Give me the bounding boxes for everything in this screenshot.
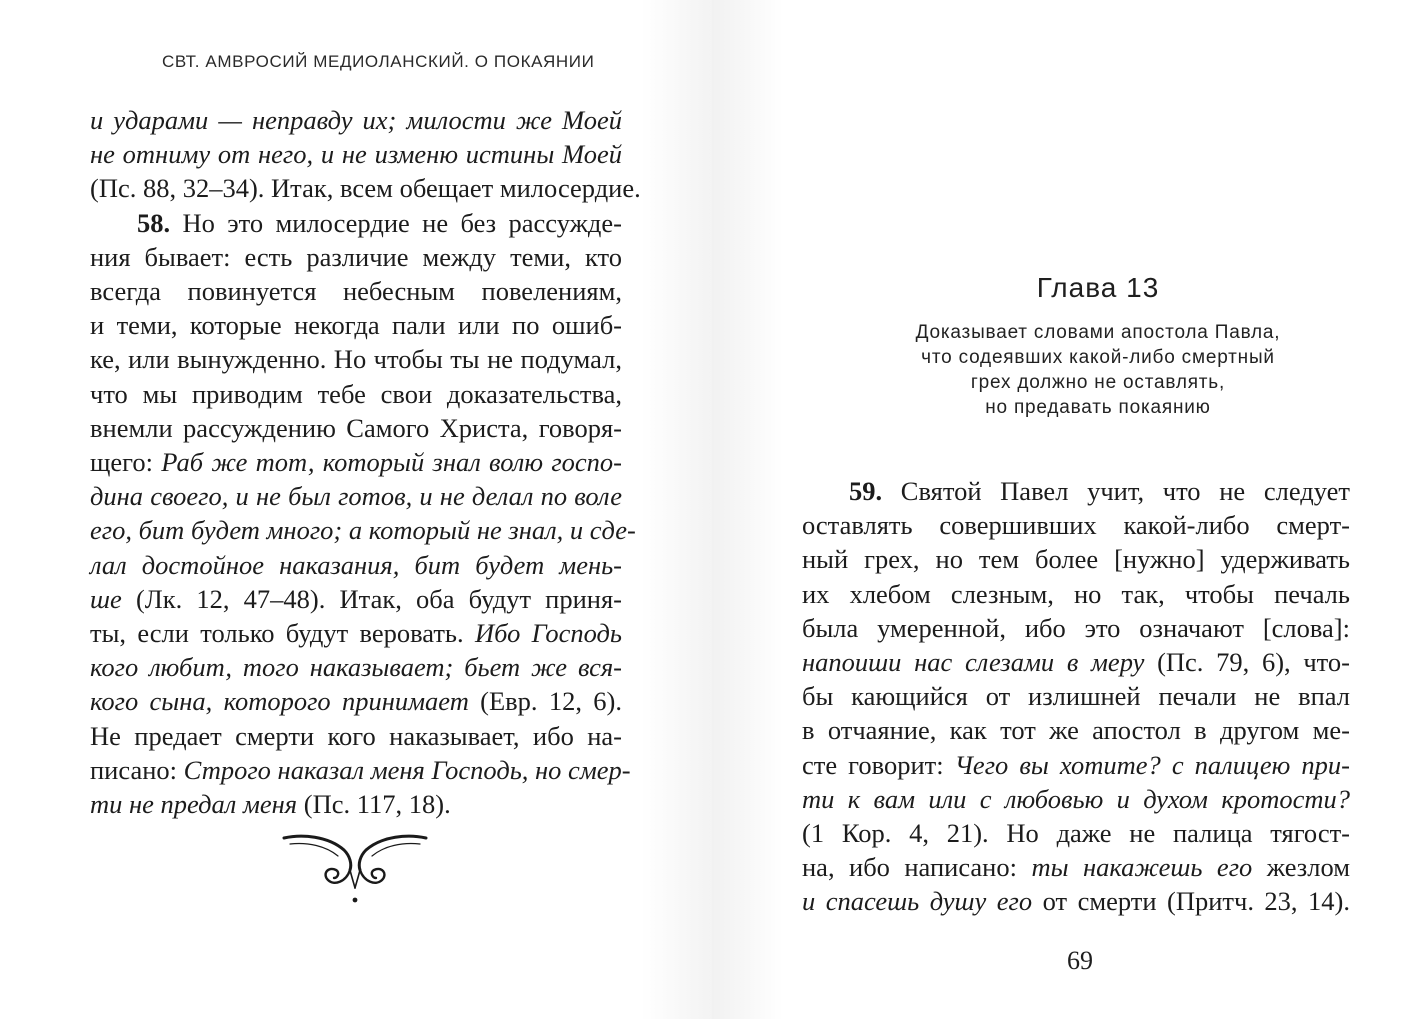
text-line	[802, 508, 1350, 542]
text-line	[90, 411, 622, 445]
text-line	[802, 816, 1350, 850]
body-text: Святой Павел учит, что не следует	[882, 476, 1350, 506]
text-line	[90, 787, 622, 821]
quotation-text: Раб же тот, который знал волю госпо-	[161, 447, 622, 478]
quotation-text: кого сына, которого принимает	[90, 686, 469, 717]
quotation-text: не отниму от него, и не изменю истины Моей	[90, 139, 622, 170]
text-line	[90, 616, 622, 650]
quotation-text: напоиши нас слезами в меру	[802, 647, 1145, 678]
chapter-subtitle-line: Доказывает словами апостола Павла,	[915, 322, 1281, 343]
text-line	[802, 645, 1350, 679]
text-line	[90, 240, 622, 274]
quotation-text: кого любит, того наказывает; бьет же вся-	[90, 652, 622, 683]
text-line	[90, 548, 622, 582]
text-line	[802, 782, 1350, 816]
body-text: (1 Кор. 4, 21). Но даже не палица тягост-	[802, 818, 1350, 849]
quotation-text: его, бит будет много; а который не знал, и сде-	[90, 515, 636, 546]
body-text: жезлом	[1252, 852, 1350, 883]
quotation-text: ти не предал меня	[90, 789, 298, 820]
quotation-text: лал достойное наказания, бит будет мень-	[90, 549, 622, 580]
paragraph-number: 58.	[137, 207, 171, 238]
body-text: была умеренной, ибо это означают [слова]:	[802, 612, 1350, 643]
body-text: оставлять совершивших какой-либо смерт-	[802, 510, 1350, 541]
chapter-title: Глава 13	[1036, 272, 1160, 303]
quotation-text: ти к вам или с любовью и духом кротости?	[802, 783, 1350, 814]
quotation-text: ше	[90, 583, 122, 614]
quotation-text: Чего вы хотите? с палицею при-	[954, 749, 1350, 780]
text-line	[90, 479, 622, 513]
left-page-body-text	[90, 103, 641, 821]
text-line	[90, 753, 631, 787]
body-text: бы кающийся от излишней печали не впал	[802, 681, 1350, 712]
body-text: щего:	[90, 447, 162, 478]
flourish-ornament-icon	[280, 828, 430, 908]
text-line	[90, 103, 622, 137]
body-text: сте говорит:	[802, 749, 955, 780]
text-line	[802, 679, 1350, 713]
body-text: их хлебом слезным, но так, чтобы печаль	[802, 578, 1350, 609]
body-text: внемли рассуждению Самого Христа, говоря-	[90, 412, 622, 443]
quotation-text: ты накажешь его	[1031, 852, 1253, 883]
text-line	[90, 206, 622, 240]
text-line	[90, 445, 622, 479]
text-line	[802, 884, 1350, 918]
text-line	[802, 713, 1350, 747]
right-page-body-text	[802, 474, 1350, 919]
chapter-subtitle	[712, 320, 1424, 420]
chapter-subtitle-line: что содеявших какой-либо смертный	[921, 347, 1275, 368]
quotation-text: Строго наказал меня Господь, но смер-	[183, 754, 631, 785]
body-text: в отчаяние, как тот же апостол в другом ме-	[802, 715, 1350, 746]
text-line	[90, 342, 622, 376]
text-line	[802, 748, 1350, 782]
text-line	[90, 513, 636, 547]
body-text: и теми, которые некогда пали или по ошиб-	[90, 310, 622, 341]
body-text: что мы приводим тебе свои доказательства,	[90, 378, 622, 409]
body-text: ный грех, но тем более [нужно] удерживать	[802, 544, 1350, 575]
body-text: (Пс. 117, 18).	[297, 789, 451, 820]
body-text: ты, если только будут веровать.	[90, 618, 475, 649]
body-text: (Евр. 12, 6).	[468, 686, 622, 717]
text-line	[90, 650, 622, 684]
text-line	[802, 850, 1350, 884]
body-text: от смерти (Притч. 23, 14).	[1032, 886, 1350, 917]
body-text: Не предает смерти кого наказывает, ибо на-	[90, 720, 622, 751]
text-line	[90, 274, 622, 308]
quotation-text: и спасешь душу его	[802, 886, 1033, 917]
quotation-text: дина своего, и не был готов, и не делал по воле	[90, 481, 622, 512]
text-line	[90, 377, 622, 411]
chapter-subtitle-line: но предавать покаянию	[985, 397, 1211, 418]
text-line	[90, 582, 622, 616]
text-line	[802, 611, 1350, 645]
body-text: ния бывает: есть различие между теми, кто	[90, 241, 622, 272]
text-line	[90, 308, 622, 342]
body-text: всегда повинуется небесным повелениям,	[90, 276, 622, 307]
body-text: писано:	[90, 754, 184, 785]
text-line	[90, 719, 622, 753]
body-text: (Лк. 12, 47–48). Итак, оба будут приня-	[121, 583, 622, 614]
body-text: (Пс. 88, 32–34). Итак, всем обещает милосердие.	[90, 173, 641, 204]
text-line	[802, 474, 1350, 508]
page-number: 69	[1067, 946, 1093, 975]
running-head: СВТ. АМВРОСИЙ МЕДИОЛАНСКИЙ. О ПОКАЯНИИ	[162, 52, 595, 71]
text-line	[90, 137, 622, 171]
quotation-text: и ударами — неправду их; милости же Моей	[90, 105, 622, 135]
text-line	[802, 542, 1350, 576]
chapter-subtitle-line: грех должно не оставлять,	[970, 372, 1226, 393]
text-line	[90, 684, 622, 718]
paragraph-number: 59.	[849, 476, 883, 506]
body-text: Но это милосердие не без рассужде-	[170, 207, 622, 238]
text-line	[802, 577, 1350, 611]
quotation-text: Ибо Господь	[474, 618, 622, 649]
text-line	[90, 171, 641, 205]
body-text: на, ибо написано:	[802, 852, 1032, 883]
right-page	[712, 0, 1424, 1019]
body-text: (Пс. 79, 6), что-	[1144, 647, 1350, 678]
body-text: ке, или вынужденно. Но чтобы ты не подумал,	[90, 344, 622, 375]
